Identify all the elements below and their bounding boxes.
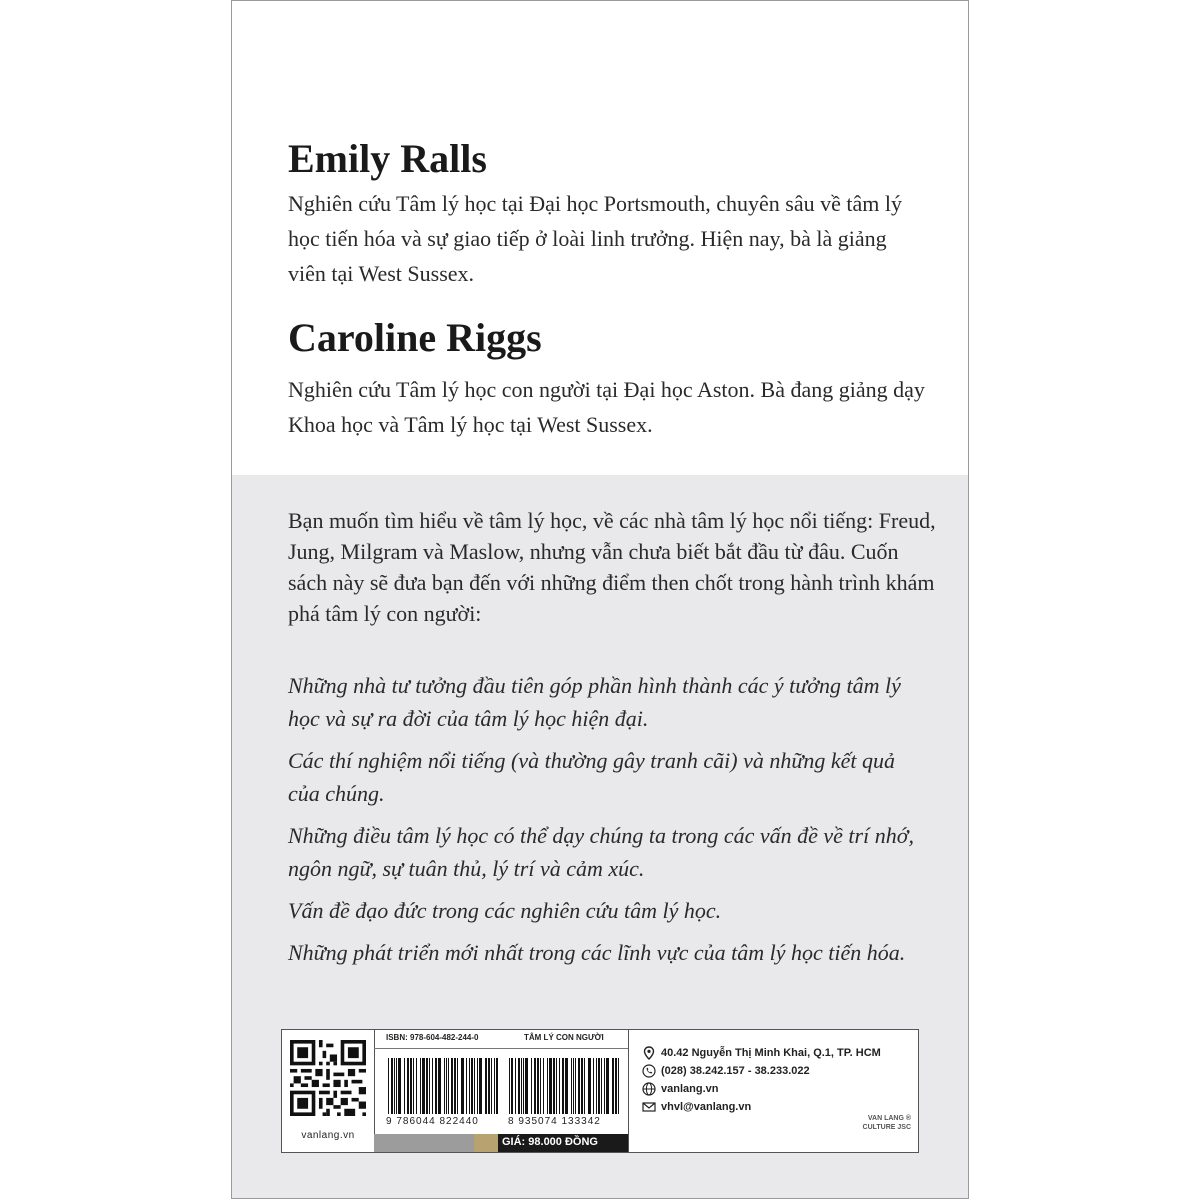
barcode-bar — [391, 1058, 393, 1114]
contact-address — [642, 1044, 912, 1062]
price-label: GIÁ: 98.000 ĐỒNG — [502, 1136, 598, 1148]
barcode-bar — [438, 1058, 441, 1114]
barcode-bar — [451, 1058, 453, 1114]
barcode-bar — [515, 1058, 516, 1114]
barcode-bar — [394, 1058, 395, 1114]
barcode-bar — [388, 1058, 389, 1114]
barcode-bar — [540, 1058, 541, 1114]
barcode-bar — [571, 1058, 572, 1114]
barcode-bar — [584, 1058, 585, 1114]
barcode-bar — [618, 1058, 619, 1114]
barcode-bar — [477, 1058, 478, 1114]
barcode-bar — [446, 1058, 447, 1114]
list-item: Những nhà tư tưởng đầu tiên góp phần hình thành các ý tưởng tâm lý học và sự ra đời của tâm lý học hiện đại. — [288, 673, 901, 731]
barcode-bar — [485, 1058, 487, 1114]
barcode-bar — [432, 1058, 433, 1114]
email-text: vhvl@vanlang.vn — [661, 1101, 752, 1113]
barcode-bar — [474, 1058, 475, 1114]
barcode-bar — [448, 1058, 449, 1114]
barcode-number-product: 8 935074 133342 — [508, 1116, 601, 1127]
barcode-bar — [525, 1058, 528, 1114]
barcode-bar — [494, 1058, 495, 1114]
barcode-bar — [559, 1058, 560, 1114]
barcode-info-box — [281, 1029, 919, 1153]
barcode-bar — [469, 1058, 470, 1114]
author-bio-2: Nghiên cứu Tâm lý học con người tại Đại học Aston. Bà đang giảng dạy Khoa học và Tâm lý học tại West Sussex. — [288, 377, 925, 437]
barcode-bar — [573, 1058, 574, 1114]
globe-icon — [642, 1082, 656, 1096]
barcode-bar — [534, 1058, 536, 1114]
barcode-bar — [479, 1058, 482, 1114]
location-pin-icon — [642, 1046, 656, 1060]
list-item: Vấn đề đạo đức trong các nghiên cứu tâm lý học. — [288, 898, 722, 923]
barcode-bar — [398, 1058, 401, 1114]
blurb-intro: Bạn muốn tìm hiểu về tâm lý học, về các nhà tâm lý học nổi tiếng: Freud, Jung, Milgram và Maslow, nhưng vẫn chưa biết bắt đầu từ đâu. Cuốn sách này sẽ đưa bạn đến với những điểm then chốt trong hành trình khám phá tâm lý con người: — [288, 508, 936, 626]
barcode-bar — [416, 1058, 417, 1114]
list-item: Những điều tâm lý học có thể dạy chúng ta trong các vấn đề về trí nhớ, ngôn ngữ, sự tuân thủ, lý trí và cảm xúc. — [288, 823, 914, 881]
qr-panel — [282, 1030, 375, 1152]
barcode-bar — [444, 1058, 445, 1114]
barcode-bar — [556, 1058, 557, 1114]
barcode-bar — [410, 1058, 412, 1114]
barcode-bar — [518, 1058, 520, 1114]
price-bar-gold — [474, 1134, 498, 1152]
barcode-bar — [606, 1058, 609, 1114]
barcode-bar — [471, 1058, 473, 1114]
address-text: 40.42 Nguyễn Thị Minh Khai, Q.1, TP. HCM — [661, 1047, 881, 1059]
book-title-label: TÂM LÝ CON NGƯỜI — [524, 1033, 604, 1042]
phone-icon — [642, 1064, 656, 1078]
barcode-number-isbn: 9 786044 822440 — [386, 1116, 479, 1127]
barcode-bar — [596, 1058, 597, 1114]
barcode-bar — [549, 1058, 552, 1114]
author-section — [232, 1, 968, 475]
barcode-bar — [547, 1058, 548, 1114]
publisher-logo-line1: VAN LANG ® — [867, 1115, 911, 1122]
barcode-bar — [537, 1058, 539, 1114]
author-bio-1: Nghiên cứu Tâm lý học tại Đại học Portsmouth, chuyên sâu về tâm lý học tiến hóa và sự giao tiếp ở loài linh trưởng. Hiện nay, bà là giảng viên tại West Sussex. — [288, 191, 902, 286]
publisher-logo-line2: CULTURE JSC — [862, 1124, 911, 1131]
barcode-bar — [601, 1058, 602, 1114]
publisher-logo — [827, 1114, 911, 1132]
qr-label: vanlang.vn — [301, 1130, 355, 1141]
barcode-bar — [420, 1058, 421, 1114]
isbn-text: ISBN: 978-604-482-244-0 — [386, 1033, 479, 1042]
barcode-bar — [491, 1058, 492, 1114]
barcode-bar — [429, 1058, 430, 1114]
barcode-bar — [575, 1058, 576, 1114]
barcode-bar — [407, 1058, 409, 1114]
barcode-bar — [496, 1058, 498, 1114]
contact-website — [642, 1080, 912, 1098]
barcode-bar — [413, 1058, 414, 1114]
barcode-bar — [435, 1058, 437, 1114]
book-back-cover — [231, 0, 969, 1199]
publisher-contact — [642, 1044, 912, 1116]
barcode-bar — [615, 1058, 617, 1114]
barcode-bar — [612, 1058, 614, 1114]
barcode-bar — [461, 1058, 464, 1114]
barcode-bar — [604, 1058, 605, 1114]
barcode-bar — [509, 1058, 510, 1114]
barcode-bar — [578, 1058, 580, 1114]
mail-icon — [642, 1100, 656, 1114]
author-name-2: Caroline Riggs — [288, 315, 542, 360]
barcode-icon — [386, 1058, 622, 1114]
barcode-bar — [422, 1058, 425, 1114]
list-item: Những phát triển mới nhất trong các lĩnh vực của tâm lý học tiến hóa. — [288, 940, 906, 965]
barcode-bar — [396, 1058, 397, 1114]
website-text: vanlang.vn — [661, 1083, 719, 1095]
barcode-bar — [426, 1058, 428, 1114]
barcode-bar — [553, 1058, 555, 1114]
barcode-bar — [454, 1058, 456, 1114]
barcode-bar — [593, 1058, 594, 1114]
qr-code-icon — [290, 1040, 366, 1116]
barcode-bar — [466, 1058, 467, 1114]
barcode-bar — [565, 1058, 568, 1114]
barcode-bar — [598, 1058, 600, 1114]
barcode-bar — [581, 1058, 583, 1114]
barcode-bar — [588, 1058, 591, 1114]
list-item: Các thí nghiệm nổi tiếng (và thường gây tranh cãi) và những kết quả của chúng. — [288, 748, 896, 806]
barcode-bar — [543, 1058, 544, 1114]
author-name-1: Emily Ralls — [288, 136, 487, 181]
contact-phone — [642, 1062, 912, 1080]
price-bar — [374, 1134, 628, 1152]
key-points-list — [288, 669, 928, 978]
barcode-bar — [511, 1058, 513, 1114]
barcode-bar — [404, 1058, 405, 1114]
phone-text: (028) 38.242.157 - 38.233.022 — [661, 1065, 810, 1077]
price-bar-gray — [374, 1134, 474, 1152]
barcode-bar — [523, 1058, 524, 1114]
barcode-bar — [562, 1058, 564, 1114]
barcode-bar — [488, 1058, 490, 1114]
isbn-row — [374, 1030, 628, 1049]
barcode-bar — [457, 1058, 458, 1114]
barcode-panel — [374, 1030, 629, 1152]
barcode-bar — [531, 1058, 532, 1114]
blurb-section — [232, 475, 968, 1199]
barcode-bar — [521, 1058, 522, 1114]
